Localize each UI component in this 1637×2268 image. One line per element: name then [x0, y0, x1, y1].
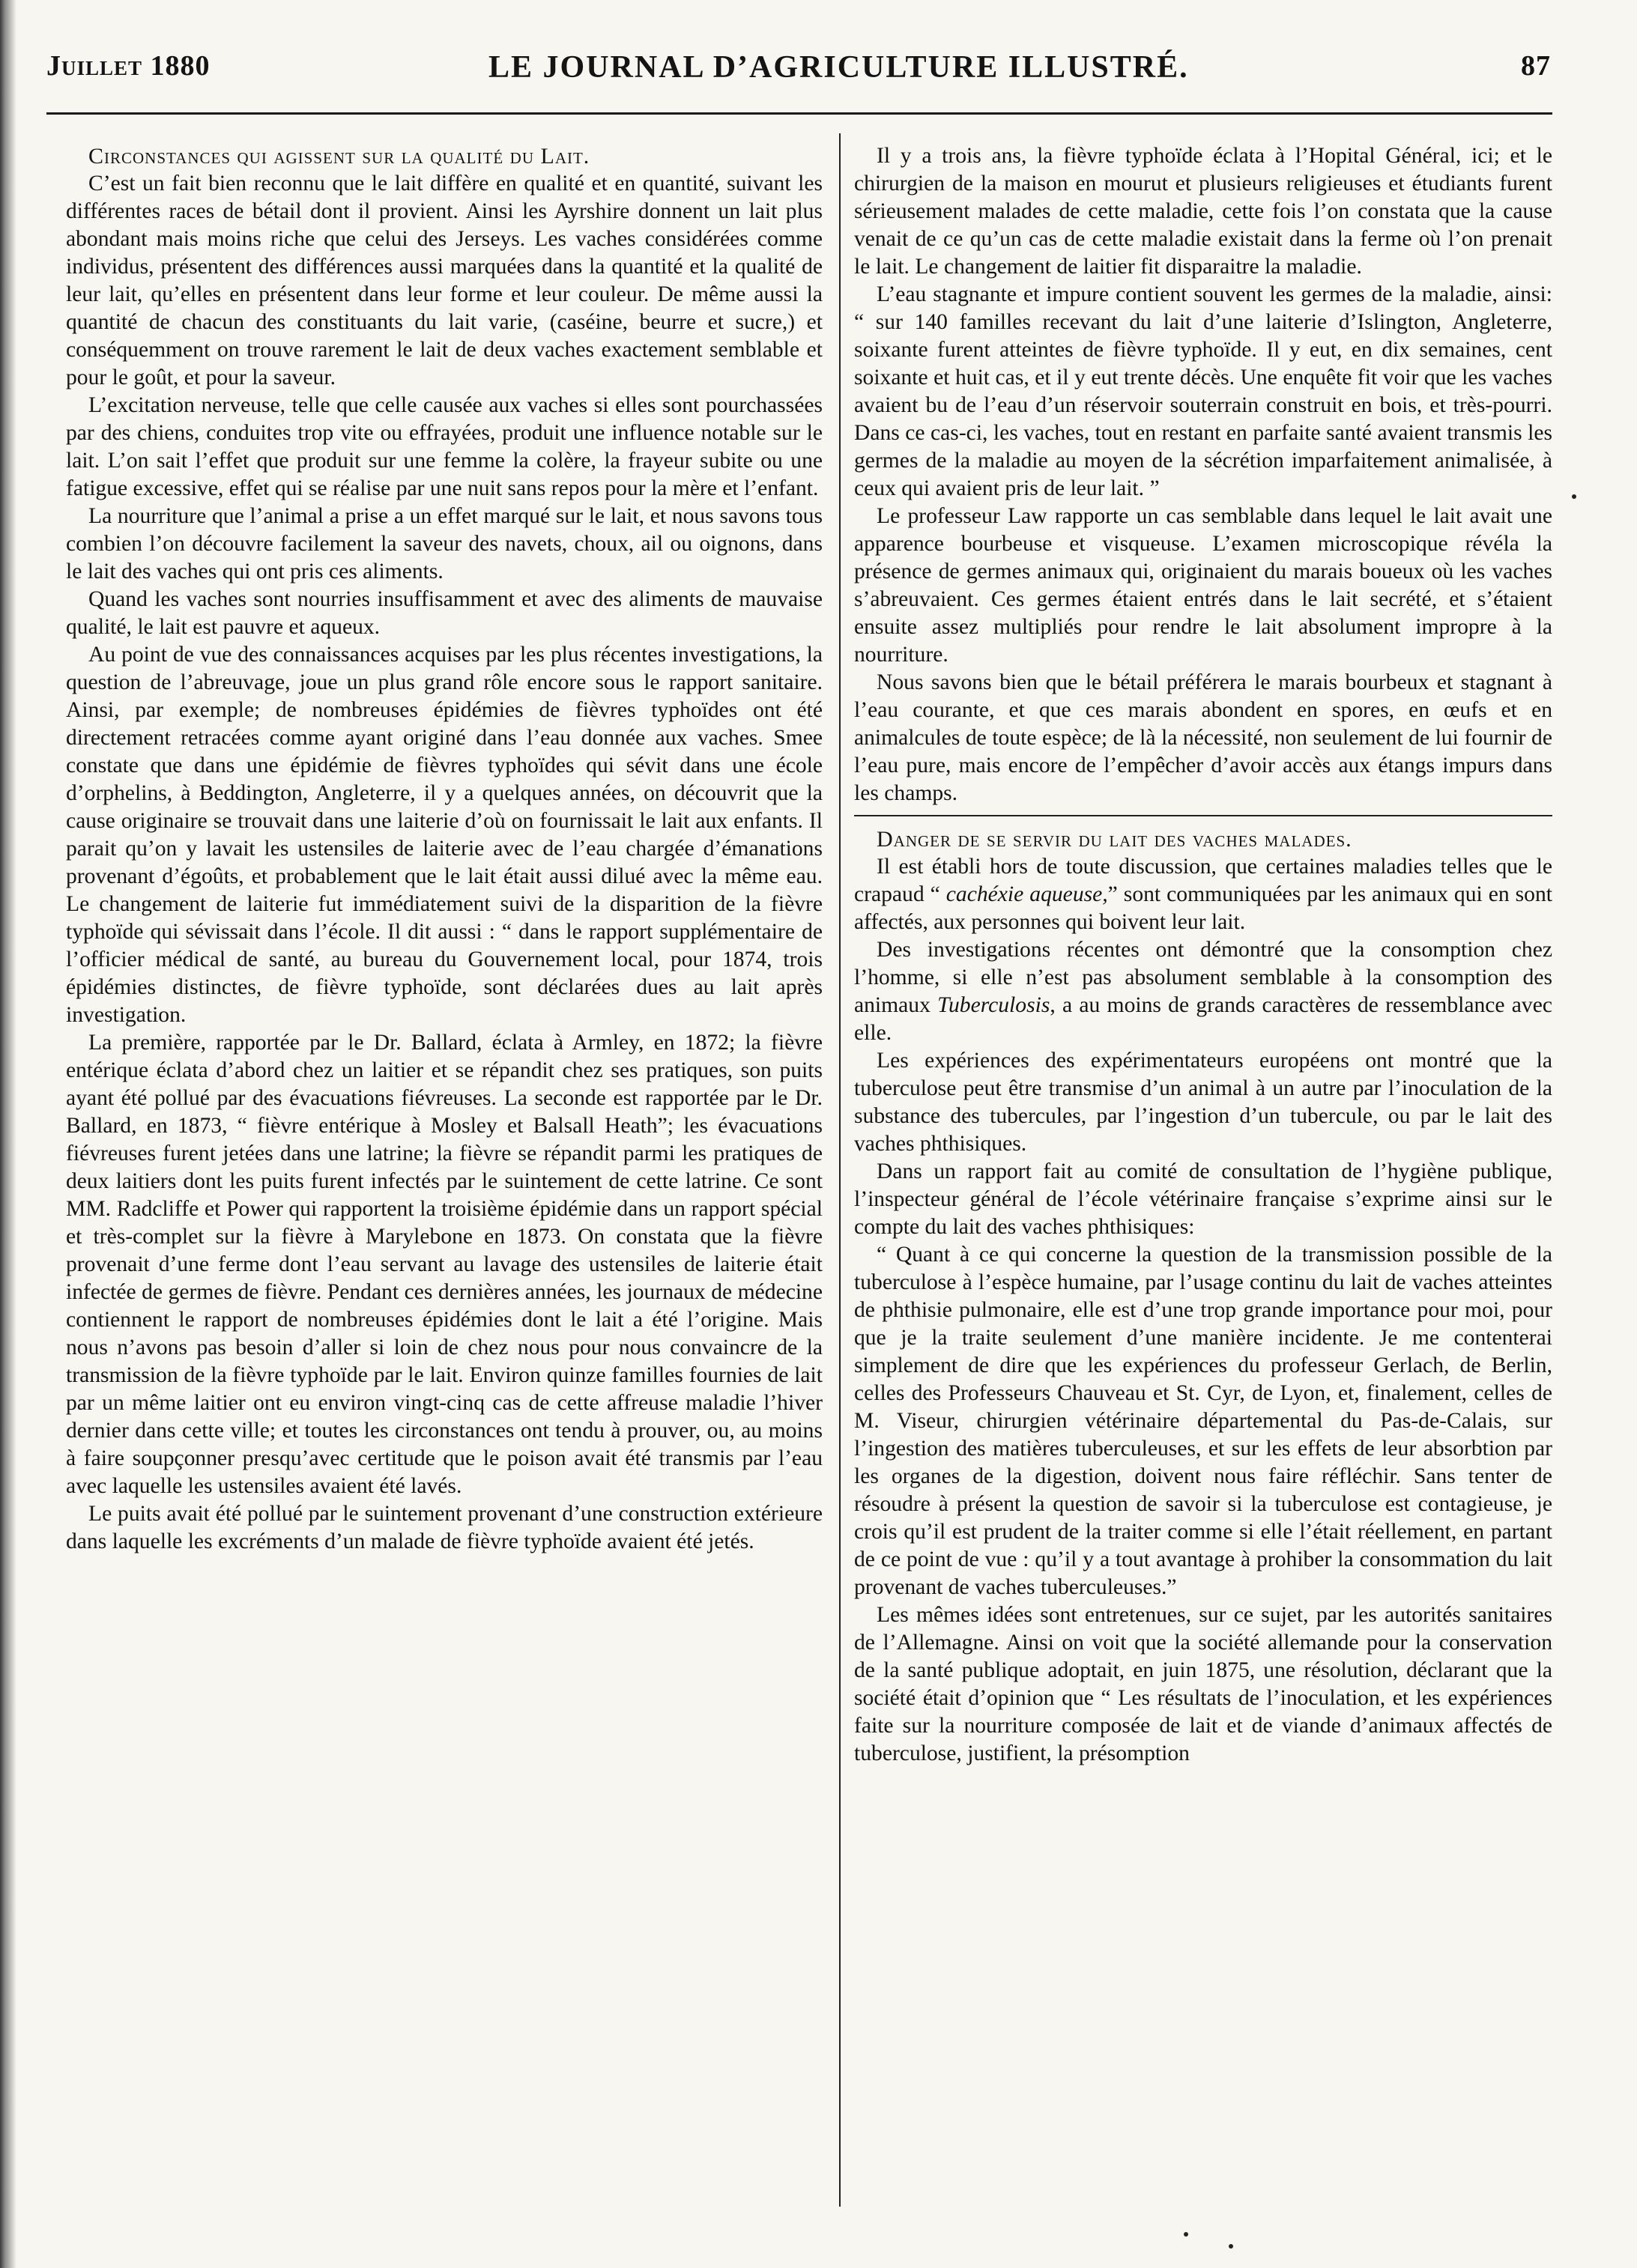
page-number: 87 [1521, 50, 1551, 82]
paragraph [854, 936, 1552, 1047]
text-run: Des investigations récentes ont démontré que la consomption chez l’homme, si elle n’est pas absolument semblable à la consomption des animaux [854, 938, 1552, 1017]
column-divider [839, 133, 841, 2207]
page-header [46, 49, 1551, 102]
paragraph: Le puits avait été pollué par le suintement provenant d’une construction extérieure dans laquelle les excréments d’un malade de fièvre typhoïde avaient été jetés. [66, 1502, 823, 1553]
italic-term: cachéxie aqueuse, [945, 882, 1108, 906]
section-title-milk-quality: Circonstances qui agissent sur la qualité du Lait. [88, 144, 590, 169]
paragraph: “ Quant à ce qui concerne la question de la transmission possible de la tuberculose à l’espèce humaine, par l’usage continu du lait de vaches atteintes de phthisie pulmonaire, elle est d’une trop grande importance pour moi, pour que je la traite seulement d’une manière incidente. Je me contenterai simplement de dire que les expériences du professeur Gerlach, de Berlin, celles des Professeurs Chauveau et St. Cyr, de Lyon, et, finalement, celles de M. Viseur, chirurgien vétérinaire départemental du Pas-de-Calais, sur l’ingestion des matières tuberculeuses, et sur les effets de leur absorbtion par les organes de la digestion, doivent nous faire réfléchir. Sans tenter de résoudre à présent la question de savoir si la tuberculose est contagieuse, je crois qu’il est prudent de la traiter comme si elle l’était réellement, en partant de ce point de vue : qu’il y a tout avantage à prohiber la consommation du lait provenant de vaches tuberculeuses.” [854, 1243, 1552, 1599]
paragraph: Le professeur Law rapporte un cas semblable dans lequel le lait avait une apparence bourbeuse et visqueuse. L’examen microscopique révéla la présence de germes animaux qui, originaient du marais boueux où les vaches s’abreuvaient. Ces germes étaient entrés dans le lait secrété, et s’étaient ensuite assez multipliés pour rendre le lait absolument impropre à la nourriture. [854, 504, 1552, 667]
text-run: Il est établi hors de toute discussion, que certaines maladies telles que le crapaud “ [854, 855, 1552, 906]
paragraph: La nourriture que l’animal a prise a un effet marqué sur le lait, et nous savons tous combien l’on découvre facilement la saveur des navets, choux, ail ou oignons, dans le lait des vaches qui ont pris ces aliments. [66, 504, 823, 583]
paragraph: Les expériences des expérimentateurs européens ont montré que la tuberculose peut être transmise d’un animal à un autre par l’inoculation de la substance des tubercules, par l’ingestion d’un tubercule, ou par le lait des vaches phthisiques. [854, 1049, 1552, 1156]
text-run: , a au moins de grands caractères de ressemblance avec elle. [854, 993, 1552, 1045]
left-column [66, 142, 823, 1556]
section-title-sick-cows-milk: Danger de se servir du lait des vaches malades. [877, 827, 1352, 852]
italic-term: Tuberculosis [937, 993, 1050, 1017]
paragraph: L’excitation nerveuse, telle que celle causée aux vaches si elles sont pourchassées par des chiens, conduites trop vite ou effrayées, produit une influence notable sur le lait. L’on sait l’effet que produit sur une femme la colère, la frayeur subite ou une fatigue excessive, effet qui se réalise par une nuit sans repos pour la mère et l’enfant. [66, 393, 823, 500]
paragraph: C’est un fait bien reconnu que le lait diffère en qualité et en quantité, suivant les différentes races de bétail dont il provient. Ainsi les Ayrshire donnent un lait plus abondant mais moins riche que celui des Jerseys. Les vaches considérées comme individus, présentent des différences aussi marquées dans la quantité et la qualité de leur lait, qu’elles en présentent dans leur forme et leur couleur. De même aussi la quantité de chacun des constituants du lait varie, (caséine, beurre et sucre,) et conséquemment on trouve rarement le lait de deux vaches exactement semblable et pour le goût, et pour la saveur. [66, 172, 823, 389]
paragraph: Au point de vue des connaissances acquises par les plus récentes investigations, la question de l’abreuvage, joue un plus grand rôle encore sous le rapport sanitaire. Ainsi, par exemple; de nombreuses épidémies de fièvres typhoïdes ont été directement retracées comme ayant originé dans l’eau donnée aux vaches. Smee constate que dans une épidémie de fièvres typhoïdes qui sévit dans une école d’orphelins, à Beddington, Angleterre, il y a quelques années, on découvrit que la cause originaire se trouvait dans une laiterie d’où on fournissait le lait aux enfants. Il parait qu’on y lavait les ustensiles de laiterie avec de l’eau chargée d’émanations provenant d’égoûts, et probablement que le lait était aussi dilué avec la même eau. Le changement de laiterie fut immédiatement suivi de la disparition de la fièvre typhoïde qui sévissait dans l’école. Il dit aussi : “ dans le rapport supplémentaire de l’officier médical de santé, au bureau du Gouvernement local, pour 1874, trois épidémies distinctes, de fièvre typhoïde, sont déclarées dues au lait après investigation. [66, 643, 823, 1027]
text-run: ” sont communiquées par les animaux qui en sont affectés, aux personnes qui boivent leur lait. [854, 882, 1552, 934]
print-speck [1572, 494, 1576, 499]
paragraph [854, 853, 1552, 936]
right-column [854, 142, 1552, 1768]
print-speck [1184, 2232, 1188, 2237]
paragraph: Les mêmes idées sont entretenues, sur ce sujet, par les autorités sanitaires de l’Allemagne. Ainsi on voit que la société allemande pour la conservation de la santé publique adoptait, en juin 1875, une résolution, déclarant que la société était d’opinion que “ Les résultats de l’inoculation, et les expériences faite sur la nourriture composée de lait et de viande d’animaux affectés de tuberculose, justifient, la présomption [854, 1603, 1552, 1765]
header-rule [46, 112, 1552, 115]
paragraph: Dans un rapport fait au comité de consultation de l’hygiène publique, l’inspecteur général de l’école vétérinaire française s’exprime ainsi sur le compte du lait des vaches phthisiques: [854, 1159, 1552, 1239]
paragraph: Quand les vaches sont nourries insuffisamment et avec des aliments de mauvaise qualité, le lait est pauvre et aqueux. [66, 587, 823, 639]
page-edge-shadow [0, 0, 16, 2268]
journal-title: LE JOURNAL D’AGRICULTURE ILLUSTRÉ. [488, 50, 1189, 85]
paragraph: Nous savons bien que le bétail préférera le marais bourbeux et stagnant à l’eau courante, et que ces marais abondent en spores, en œufs et en animalcules de toute espèce; de là la nécessité, non seulement de lui fournir de l’eau pure, mais encore de l’empêcher d’avoir accès aux étangs impurs dans les champs. [854, 670, 1552, 805]
paragraph: Il y a trois ans, la fièvre typhoïde éclata à l’Hopital Général, ici; et le chirurgien de la maison en mourut et plusieurs religieuses et étudiants furent sérieusement malades de cette maladie, cette fois l’on constata que la cause venait de ce qu’un cas de cette maladie existait dans la ferme où l’on prenait le lait. Le changement de laitier fit disparaitre la maladie. [854, 144, 1552, 279]
print-speck [1229, 2244, 1233, 2249]
paragraph: L’eau stagnante et impure contient souvent les germes de la maladie, ainsi: “ sur 140 familles recevant du lait d’une laiterie d’Islington, Angleterre, soixante furent atteintes de fièvre typhoïde. Il y eut, en dix semaines, cent soixante et huit cas, et il y eut trente décès. Une enquête fit voir que les vaches avaient bu de l’eau d’un réservoir souterrain construit en bois, et très-pourri. Dans ce cas-ci, les vaches, tout en restant en parfaite santé avaient transmis les germes de la maladie au moyen de la sécrétion imparfaitement animalisée, à ceux qui avaient pris de leur lait. ” [854, 282, 1552, 500]
paragraph: La première, rapportée par le Dr. Ballard, éclata à Armley, en 1872; la fièvre entérique éclata d’abord chez un laitier et se répandit chez ses pratiques, son puits ayant été pollué par des évacuations fiévreuses. La seconde est rapportée par le Dr. Ballard, en 1873, “ fièvre entérique à Mosley et Balsall Heath”; les évacuations fiévreuses furent jetées dans une latrine; la fièvre se répandit parmi les pratiques de deux laitiers dont les puits furent infectés par le suintement de cette latrine. Ce sont MM. Radcliffe et Power qui rapportent la troisième épidémie dans un rapport spécial et très-complet sur la fièvre à Marylebone en 1873. On constata que la fièvre provenait d’une ferme dont l’eau servant au lavage des ustensiles de laiterie était infectée de germes de fièvre. Pendant ces dernières années, les journaux de médecine contiennent le rapport de nombreuses épidémies dont le lait a été l’origine. Mais nous n’avons pas besoin d’aller si loin de chez nous pour nous convaincre de la transmission de la fièvre typhoïde par le lait. Environ quinze familles fournies de lait par un même laitier ont eu environ vingt-cinq cas de cette affreuse maladie l’hiver dernier dans cette ville; et toutes les circonstances ont tendu à prouver, ou, au moins à faire soupçonner presqu’avec certitude que le poison avait été transmis par l’eau avec laquelle les ustensiles avaient été lavés. [66, 1031, 823, 1498]
header-date: Juillet 1880 [46, 50, 211, 82]
section-separator [854, 815, 1552, 816]
